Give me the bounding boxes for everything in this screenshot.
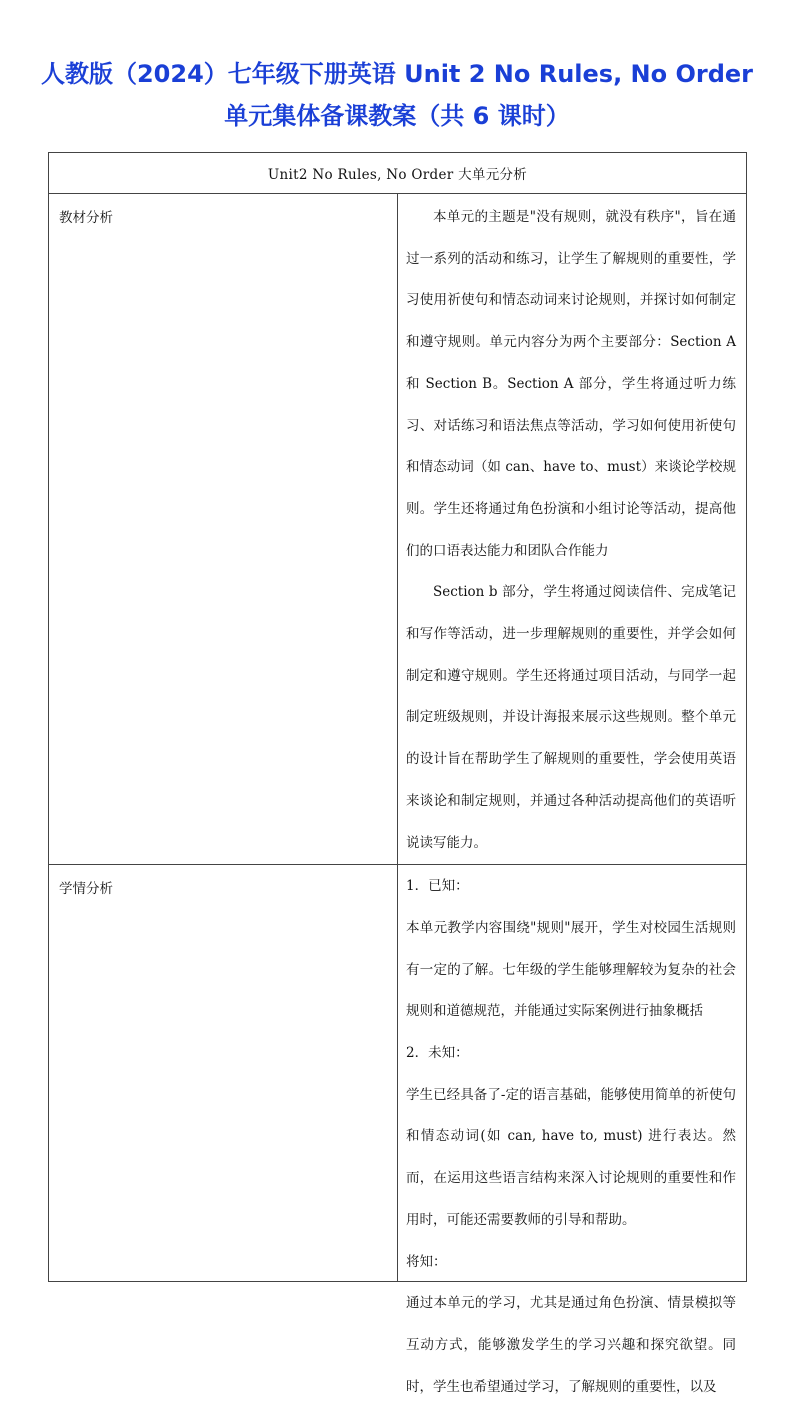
- line: 1．已知：: [406, 878, 469, 895]
- row-label-textbook-analysis: 教材分析: [49, 194, 398, 865]
- table-row: [49, 865, 747, 1282]
- unit-analysis-table: [48, 152, 747, 1395]
- table-row: [49, 194, 747, 865]
- table-header: Unit2 No Rules, No Order 大单元分析: [49, 153, 747, 194]
- line: 通过本单元的学习，尤其是通过角色扮演、情景模拟等互动方式，能够激发学生的学习兴趣和探究欲望。同时，学生也希望通过学习，了解规则的重要性，以及: [406, 1295, 736, 1395]
- paragraph: Section b 部分，学生将通过阅读信件、完成笔记和写作等活动，进一步理解规则的重要性，并学会如何制定和遵守规则。学生还将通过项目活动，与同学一起制定班级规则，并设计海报来展示这些规则。整个单元的设计旨在帮助学生了解规则的重要性，学会使用英语来谈论和制定规则，并通过各种活动提高他们的英语听说读写能力。: [406, 584, 736, 851]
- line: 2．未知：: [406, 1045, 469, 1062]
- paragraph: 本单元的主题是"没有规则，就没有秩序"，旨在通过一系列的活动和练习，让学生了解规则的重要性，学习使用祈使句和情态动词来讨论规则，并探讨如何制定和遵守规则。单元内容分为两个主要部分：Section A 和 Section B。Section A 部分，学生将通过听力练习、对话练习和语法焦点等活动，学习如何使用祈使句和情态动词（如 can、have to、must）来谈论学校规则。学生还将通过角色扮演和小组讨论等活动，提高他们的口语表达能力和团队合作能力: [406, 209, 736, 559]
- document-title-line-1: 人教版（2024）七年级下册英语 Unit 2 No Rules, No Order: [40, 60, 754, 88]
- line: 学生已经具备了-定的语言基础，能够使用简单的祈使句和情态动词(如 can, have to, must) 进行表达。然而，在运用这些语言结构来深入讨论规则的重要性和作用时，可能还需要教师的引导和帮助。: [406, 1086, 736, 1228]
- line: 本单元教学内容围绕"规则"展开，学生对校园生活规则有一定的了解。七年级的学生能够理解较为复杂的社会规则和道德规范，并能通过实际案例进行抽象概括: [406, 919, 736, 1020]
- line: 将知：: [406, 1253, 447, 1270]
- row-label-learner-analysis: 学情分析: [49, 865, 398, 1282]
- learner-analysis-content: [398, 865, 747, 1395]
- document-title-line-2: 单元集体备课教案（共 6 课时）: [224, 102, 570, 130]
- textbook-analysis-content: [398, 194, 747, 865]
